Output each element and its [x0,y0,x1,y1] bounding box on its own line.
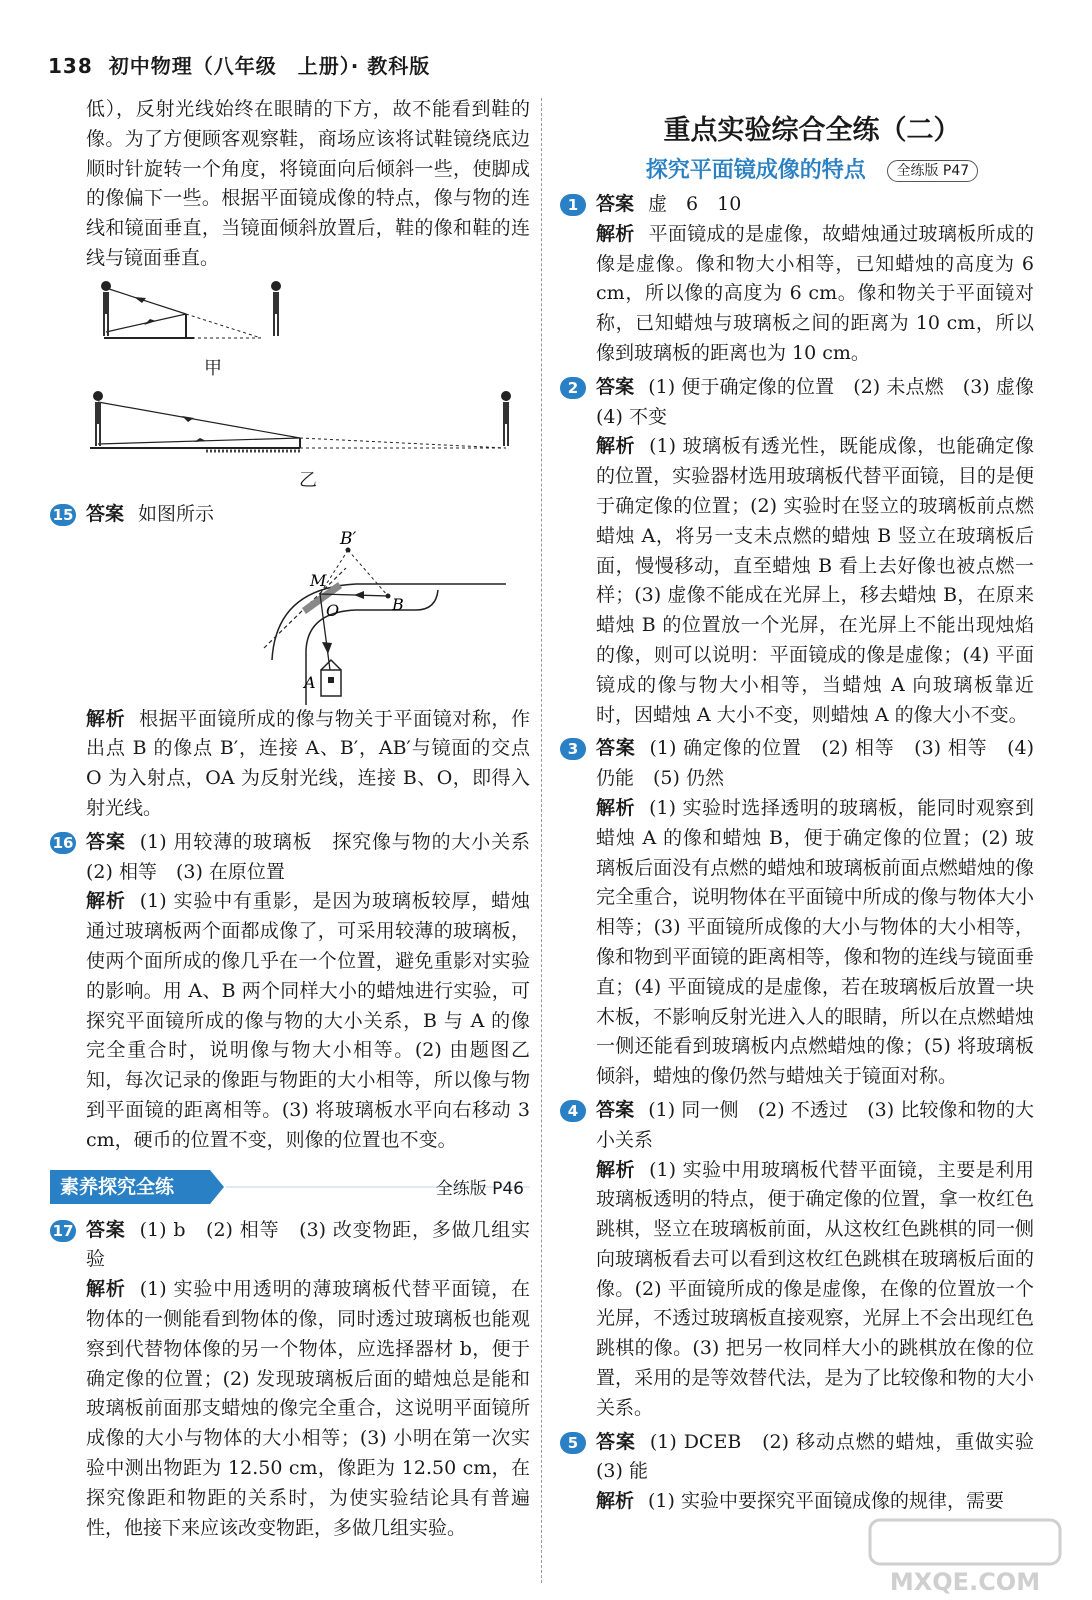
explanation-tag: 解析 [596,435,636,458]
answer-text: (1) 用较薄的玻璃板 探究像与物的大小关系 (2) 相等 (3) 在原位置 [86,830,549,883]
answer-tag: 答案 [596,1098,635,1121]
question-number: 2 [560,377,586,399]
answer-tag: 答案 [86,830,126,853]
answer-text: (1) 同一侧 (2) 不透过 (3) 比较像和物的大小关系 [596,1098,1034,1151]
answer-text: (1) 确定像的位置 (2) 相等 (3) 相等 (4) 仍能 (5) 仍然 [596,737,1034,790]
section-title: 重点实验综合全练（二） [663,115,961,146]
right-column [560,108,1054,1517]
label-a: A [304,672,316,692]
explanation-tag: 解析 [86,1278,126,1301]
watermark-logo [860,1516,1070,1596]
question-2 [560,373,1053,731]
person-icon [101,281,111,336]
explanation-tag: 解析 [596,222,635,245]
question-number: 16 [50,832,76,854]
banner-page-ref: 全练版 P46 [435,1178,524,1199]
question-number: 5 [560,1432,586,1454]
answer-tag: 答案 [596,737,636,760]
page-number: 138 [48,54,93,78]
intro-paragraph: 低），反射光线始终在眼睛的下方，故不能看到鞋的像。为了方便顾客观察鞋，商场应该将试鞋镜绕底边顺时针旋转一个角度，将镜面向后倾斜一些，使脚成的像偏下一些。根据平面镜成像的特点，像与物的连线和镜面垂直，当镜面倾斜放置后，鞋的像和鞋的连线与镜面垂直。 [86,98,530,269]
question-4 [560,1096,1034,1424]
watermark-text: MXQE.COM [889,1568,1041,1596]
answer-text: (1) b (2) 相等 (3) 改变物距，多做几组实验 [86,1218,530,1271]
section-page-ref: 全练版 P47 [887,160,978,182]
answer-text: 虚 6 10 [648,193,742,215]
explanation-tag: 解析 [596,1490,635,1513]
explanation-text: (1) 实验中有重影，是因为玻璃板较厚，蜡烛通过玻璃板两个面都成像了，可采用较薄的玻璃板，使两个面所成的像几乎在一个位置，避免重影对实验的影响。用 A、B 两个同样大小的蜡烛进行实验，可探究平面镜所成的像与物的大小关系，B 与 A 的像完全重合时，说明像与物大小相等。(2) 由题图乙知，每次记录的像距与物距的大小相等，所以像与物到平面镜的距离相等。(3) 将玻璃板水平向右移动 3 cm，硬币的位置不变，则像的位置也不变。 [86,890,530,1151]
question-number: 15 [50,504,76,526]
person-image-icon [271,281,281,336]
banner-label: 素养探究全练 [50,1170,210,1204]
question-1 [560,190,1034,369]
explanation-tag: 解析 [596,1158,636,1181]
explanation-text: (1) 实验中用透明的薄玻璃板代替平面镜，在物体的一侧能看到物体的像，同时透过玻璃板也能观察到代替物体像的另一个物体，应选择器材 b，便于确定像的位置；(2) 发现玻璃板后面的蜡烛总是能和玻璃板前面那支蜡烛的像完全重合，这说明平面镜所成像的大小与物体的大小相等；(3) 小明在第一次实验中测出物距为 12.50 cm，像距为 12.50 cm，在探究像距和物距的关系时，为使实验结论具有普遍性，他接下来应该改变物距，多做几组实验。 [86,1278,530,1539]
question-16 [50,828,549,1156]
book-title: 初中物理（八年级 上册）· 教科版 [108,54,431,78]
answer-text: (1) DCEB (2) 移动点燃的蜡烛，重做实验 (3) 能 [596,1430,1054,1483]
figure-jia-caption: 甲 [204,357,222,379]
left-column [52,95,549,1543]
explanation-text: 平面镜成的是虚像，故蜡烛通过玻璃板所成的像是虚像。像和物大小相等，已知蜡烛的高度为 6 cm，所以像的高度为 6 cm。像和物关于平面镜对称，已知蜡烛与玻璃板之间的距离为 10 cm，所以像到玻璃板的距离也为 10 cm。 [596,222,1034,364]
question-number: 4 [560,1100,586,1122]
question-number: 17 [50,1220,76,1242]
person-icon [93,391,103,446]
section-banner [50,1170,530,1204]
question-number: 3 [560,738,586,760]
figure-yi [86,388,516,462]
question-number: 1 [560,194,586,216]
question-5 [560,1428,1054,1517]
explanation-tag: 解析 [86,707,126,730]
explanation-text: 根据平面镜所成的像与物关于平面镜对称，作出点 B 的像点 B′，连接 A、B′，AB′与镜面的交点 O 为入射点，OA 为反射光线，连接 B、O，即得入射光线。 [86,707,530,819]
label-o: O [326,600,340,620]
figure-yi-caption: 乙 [299,469,317,491]
question-15 [50,500,530,824]
answer-tag: 答案 [596,1430,636,1453]
answer-text: 如图所示 [138,502,215,525]
page-header [48,50,430,79]
section-subtitle-text: 探究平面镜成像的特点 [645,158,866,183]
question-3 [560,734,1034,1092]
explanation-tag: 解析 [86,890,126,913]
answer-tag: 答案 [596,193,635,215]
person-image-icon [501,391,511,446]
question-17 [50,1216,530,1544]
explanation-text: (1) 实验时选择透明的玻璃板，能同时观察到蜡烛 A 的像和蜡烛 B，便于确定像的位置；(2) 玻璃板后面没有点燃的蜡烛和玻璃板前面点燃蜡烛的像完全重合，说明物体在平面镜中所成的像与物体大小相等；(3) 平面镜所成像的大小与物体的大小相等，像和物到平面镜的距离相等，像和物的连线与镜面垂直；(4) 平面镜成的是虚像，若在玻璃板后放置一块木板，不影响反射光进入人的眼睛，所以在点燃蜡烛一侧还能看到玻璃板内点燃蜡烛的像；(5) 将玻璃板倾斜，蜡烛的像仍然与蜡烛关于镜面对称。 [596,796,1034,1088]
answer-tag: 答案 [596,375,635,398]
explanation-text: (1) 实验中要探究平面镜成像的规律，需要 [648,1490,1004,1513]
section-subtitle [560,153,1034,184]
figure-q15 [206,530,506,705]
label-b: B [392,594,404,614]
banner-arrow [210,1170,224,1204]
explanation-text: (1) 玻璃板有透光性，既能成像，也能确定像的位置，实验器材选用玻璃板代替平面镜，目的是便于确定像的位置；(2) 实验时在竖立的玻璃板前点燃蜡烛 A，将另一支未点燃的蜡烛 B 竖立在玻璃板后面，慢慢移动，直至蜡烛 B 看上去好像也被点燃一样；(3) 虚像不能成在光屏上，移去蜡烛 B，在原来蜡烛 B 的位置放一个光屏，在光屏上不能出现烛焰的像，则可以说明：平面镜成的像是虚像；(4) 平面镜成的像与物大小相等，当蜡烛 A 向玻璃板靠近时，因蜡烛 A 大小不变，则蜡烛 A 的像大小不变。 [596,435,1034,726]
label-m: M [310,570,327,590]
answer-text: (1) 便于确定像的位置 (2) 未点燃 (3) 虚像 (4) 不变 [596,375,1053,428]
answer-tag: 答案 [86,502,125,525]
answer-tag: 答案 [86,1218,126,1241]
explanation-tag: 解析 [596,796,636,819]
figure-jia [86,280,516,350]
label-b-prime: B′ [340,529,357,549]
explanation-text: (1) 实验中用玻璃板代替平面镜，主要是利用玻璃板透明的特点，便于确定像的位置，拿一枚红色跳棋，竖立在玻璃板前面，从这枚红色跳棋的同一侧向玻璃板看去可以看到这枚红色跳棋在玻璃板后面的像。(2) 平面镜所成的像是虚像，在像的位置放一个光屏，不透过玻璃板直接观察，光屏上不会出现红色跳棋的像。(3) 把另一枚同样大小的跳棋放在像的位置，采用的是等效替代法，是为了比较像和物的大小关系。 [596,1158,1034,1419]
